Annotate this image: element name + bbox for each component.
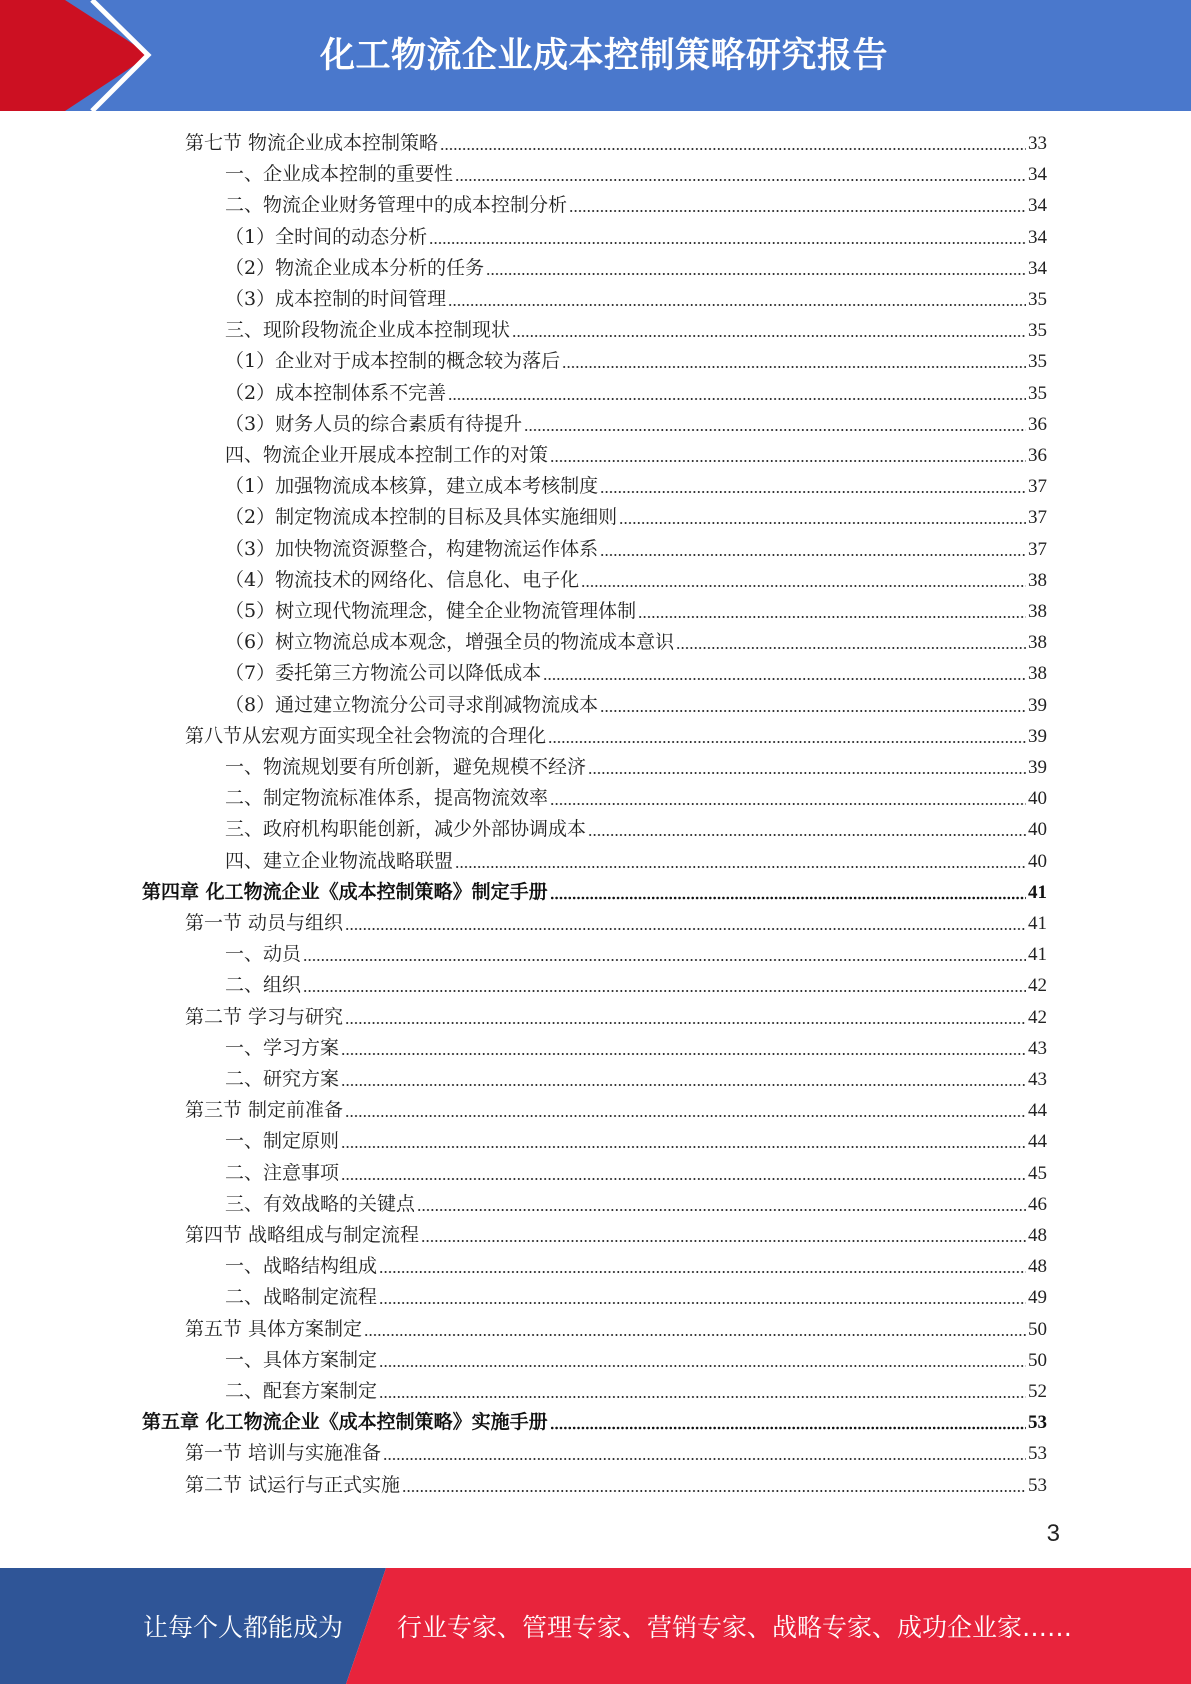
toc-dot-leader [455, 178, 1026, 182]
toc-entry[interactable] [225, 346, 1047, 377]
toc-entry-label: （6）树立物流总成本观念，增强全员的物流成本意识 [225, 631, 675, 653]
toc-entry-page: 35 [1028, 351, 1047, 372]
toc-dot-leader [383, 1457, 1026, 1461]
toc-entry[interactable] [225, 1064, 1047, 1095]
toc-dot-leader [421, 1239, 1026, 1243]
toc-entry[interactable] [225, 783, 1047, 814]
toc-entry-label: 二、制定物流标准体系，提高物流效率 [225, 787, 549, 809]
toc-entry-label: 三、现阶段物流企业成本控制现状 [225, 319, 511, 341]
toc-entry-label: 一、动员 [225, 943, 302, 965]
toc-dot-leader [303, 958, 1026, 962]
toc-dot-leader [345, 1114, 1026, 1118]
toc-entry[interactable] [225, 1251, 1047, 1282]
toc-entry-label: （8）通过建立物流分公司寻求削减物流成本 [225, 694, 599, 716]
toc-entry[interactable] [185, 721, 1047, 752]
toc-entry-page: 53 [1028, 1412, 1047, 1433]
toc-dot-leader [379, 1301, 1026, 1305]
toc-entry[interactable] [225, 315, 1047, 346]
toc-entry-label: 一、制定原则 [225, 1130, 340, 1152]
toc-entry[interactable] [225, 658, 1047, 689]
toc-entry[interactable] [225, 253, 1047, 284]
toc-entry-page: 52 [1028, 1381, 1047, 1402]
toc-entry-label: 第五节 具体方案制定 [185, 1318, 363, 1340]
toc-dot-leader [588, 833, 1026, 837]
toc-entry-label: 第二节 学习与研究 [185, 1006, 344, 1028]
toc-dot-leader [345, 1021, 1026, 1025]
toc-entry[interactable] [225, 378, 1047, 409]
toc-entry-page: 53 [1028, 1443, 1047, 1464]
toc-entry[interactable] [225, 970, 1047, 1001]
toc-entry-label: 第八节从宏观方面实现全社会物流的合理化 [185, 725, 547, 747]
toc-entry[interactable] [225, 1158, 1047, 1189]
toc-entry-label: （2）成本控制体系不完善 [225, 382, 447, 404]
report-title: 化工物流企业成本控制策略研究报告 [320, 36, 889, 76]
toc-entry-page: 43 [1028, 1038, 1047, 1059]
toc-dot-leader [364, 1333, 1026, 1337]
toc-entry-page: 40 [1028, 851, 1047, 872]
toc-entry-label: 四、物流企业开展成本控制工作的对策 [225, 444, 549, 466]
toc-entry[interactable] [225, 1345, 1047, 1376]
toc-entry-page: 33 [1028, 133, 1047, 154]
toc-entry-label: 二、物流企业财务管理中的成本控制分析 [225, 194, 568, 216]
toc-entry-page: 46 [1028, 1194, 1047, 1215]
toc-entry-page: 48 [1028, 1256, 1047, 1277]
toc-entry-page: 34 [1028, 258, 1047, 279]
toc-entry-label: 四、建立企业物流战略联盟 [225, 850, 454, 872]
toc-entry-page: 45 [1028, 1163, 1047, 1184]
footer-slogan-left: 让每个人都能成为 [143, 1613, 344, 1642]
toc-entry[interactable] [225, 159, 1047, 190]
toc-entry-label: 第三节 制定前准备 [185, 1099, 344, 1121]
toc-entry-page: 37 [1028, 476, 1047, 497]
toc-entry-page: 34 [1028, 164, 1047, 185]
toc-dot-leader [569, 209, 1026, 213]
toc-entry-label: 第四节 战略组成与制定流程 [185, 1224, 420, 1246]
toc-entry-label: （5）树立现代物流理念，健全企业物流管理体制 [225, 600, 637, 622]
page-number: 3 [1046, 1520, 1060, 1547]
toc-entry-page: 37 [1028, 507, 1047, 528]
toc-entry-label: 第一节 培训与实施准备 [185, 1442, 382, 1464]
toc-entry[interactable] [225, 534, 1047, 565]
toc-entry-label: 一、企业成本控制的重要性 [225, 163, 454, 185]
toc-dot-leader [379, 1364, 1026, 1368]
toc-entry-label: （4）物流技术的网络化、信息化、电子化 [225, 569, 580, 591]
toc-entry-page: 37 [1028, 539, 1047, 560]
toc-entry-label: 一、具体方案制定 [225, 1349, 378, 1371]
toc-entry-page: 50 [1028, 1350, 1047, 1371]
toc-entry[interactable] [225, 502, 1047, 533]
toc-entry-page: 35 [1028, 289, 1047, 310]
toc-dot-leader [581, 584, 1026, 588]
toc-entry-label: （1）全时间的动态分析 [225, 226, 428, 248]
toc-entry-page: 39 [1028, 695, 1047, 716]
toc-entry-page: 34 [1028, 227, 1047, 248]
toc-entry[interactable] [225, 222, 1047, 253]
toc-entry-page: 36 [1028, 445, 1047, 466]
toc-entry-label: （2）制定物流成本控制的目标及具体实施细则 [225, 506, 618, 528]
toc-entry[interactable] [185, 1314, 1047, 1345]
toc-entry-page: 44 [1028, 1100, 1047, 1121]
toc-dot-leader [600, 709, 1026, 713]
toc-dot-leader [619, 521, 1026, 525]
toc-entry-page: 42 [1028, 975, 1047, 996]
toc-entry-page: 36 [1028, 414, 1047, 435]
toc-entry[interactable] [225, 440, 1047, 471]
toc-entry-label: 第七节 物流企业成本控制策略 [185, 132, 439, 154]
toc-dot-leader [524, 428, 1026, 432]
toc-dot-leader [588, 771, 1026, 775]
toc-entry-label: 第二节 试运行与正式实施 [185, 1474, 401, 1496]
toc-entry[interactable] [225, 814, 1047, 845]
toc-dot-leader [550, 802, 1026, 806]
toc-entry-label: （1）企业对于成本控制的概念较为落后 [225, 350, 561, 372]
toc-entry-page: 38 [1028, 601, 1047, 622]
toc-dot-leader [550, 896, 1026, 900]
page-footer [0, 1568, 1191, 1684]
toc-entry[interactable] [225, 596, 1047, 627]
toc-entry-page: 42 [1028, 1007, 1047, 1028]
toc-entry-label: 二、组织 [225, 974, 302, 996]
toc-entry-label: 第四章 化工物流企业《成本控制策略》制定手册 [142, 881, 548, 903]
toc-entry-label: 第一节 动员与组织 [185, 912, 344, 934]
toc-dot-leader [543, 677, 1026, 681]
toc-entry-label: 二、战略制定流程 [225, 1286, 378, 1308]
toc-entry[interactable] [225, 471, 1047, 502]
toc-entry-page: 41 [1028, 944, 1047, 965]
toc-entry-label: （3）财务人员的综合素质有待提升 [225, 413, 523, 435]
toc-entry-label: 一、战略结构组成 [225, 1255, 378, 1277]
toc-entry[interactable] [225, 752, 1047, 783]
toc-entry-page: 48 [1028, 1225, 1047, 1246]
toc-entry[interactable] [185, 1095, 1047, 1126]
toc-dot-leader [345, 927, 1026, 931]
toc-entry-page: 38 [1028, 663, 1047, 684]
toc-entry-page: 38 [1028, 632, 1047, 653]
toc-entry-label: （1）加强物流成本核算，建立成本考核制度 [225, 475, 599, 497]
toc-dot-leader [429, 241, 1026, 245]
toc-entry-label: 二、配套方案制定 [225, 1380, 378, 1402]
toc-entry-label: 第五章 化工物流企业《成本控制策略》实施手册 [142, 1411, 548, 1433]
toc-dot-leader [486, 272, 1026, 276]
toc-dot-leader [448, 397, 1026, 401]
toc-dot-leader [562, 365, 1026, 369]
toc-entry-page: 53 [1028, 1475, 1047, 1496]
toc-entry-label: （7）委托第三方物流公司以降低成本 [225, 662, 542, 684]
toc-entry[interactable] [185, 128, 1047, 159]
toc-dot-leader [341, 1177, 1026, 1181]
toc-entry[interactable] [225, 284, 1047, 315]
toc-dot-leader [341, 1083, 1026, 1087]
toc-entry[interactable] [185, 1220, 1047, 1251]
toc-entry[interactable] [225, 846, 1047, 877]
toc-dot-leader [548, 740, 1026, 744]
toc-dot-leader [638, 615, 1026, 619]
toc-entry[interactable] [225, 627, 1047, 658]
toc-dot-leader [379, 1395, 1026, 1399]
toc-entry[interactable] [142, 877, 1047, 908]
toc-entry[interactable] [225, 939, 1047, 970]
toc-entry-label: （2）物流企业成本分析的任务 [225, 257, 485, 279]
toc-entry[interactable] [225, 1033, 1047, 1064]
toc-entry-label: 三、政府机构职能创新，减少外部协调成本 [225, 818, 587, 840]
toc-entry-page: 41 [1028, 882, 1047, 903]
toc-entry[interactable] [225, 1189, 1047, 1220]
toc-entry-page: 34 [1028, 195, 1047, 216]
toc-entry[interactable] [225, 409, 1047, 440]
toc-entry-label: 二、注意事项 [225, 1162, 340, 1184]
toc-dot-leader [341, 1052, 1026, 1056]
toc-entry[interactable] [225, 690, 1047, 721]
toc-dot-leader [550, 1426, 1026, 1430]
toc-entry[interactable] [185, 1470, 1047, 1501]
toc-dot-leader [402, 1489, 1026, 1493]
toc-entry[interactable] [225, 190, 1047, 221]
toc-dot-leader [440, 147, 1026, 151]
toc-dot-leader [379, 1270, 1026, 1274]
toc-entry-page: 44 [1028, 1131, 1047, 1152]
toc-entry[interactable] [185, 908, 1047, 939]
toc-entry[interactable] [225, 1282, 1047, 1313]
toc-dot-leader [600, 490, 1026, 494]
toc-entry-page: 40 [1028, 788, 1047, 809]
toc-entry[interactable] [185, 1438, 1047, 1469]
toc-dot-leader [448, 303, 1026, 307]
toc-entry[interactable] [185, 1002, 1047, 1033]
toc-entry[interactable] [142, 1407, 1047, 1438]
toc-dot-leader [676, 646, 1026, 650]
toc-entry-page: 43 [1028, 1069, 1047, 1090]
toc-entry[interactable] [225, 565, 1047, 596]
toc-dot-leader [512, 334, 1026, 338]
toc-entry-page: 39 [1028, 726, 1047, 747]
toc-entry-page: 40 [1028, 819, 1047, 840]
footer-slogan-right: 行业专家、管理专家、营销专家、战略专家、成功企业家…… [397, 1613, 1073, 1642]
toc-entry[interactable] [225, 1126, 1047, 1157]
toc-entry-page: 35 [1028, 320, 1047, 341]
toc-entry-page: 38 [1028, 570, 1047, 591]
toc-entry-label: （3）加快物流资源整合，构建物流运作体系 [225, 538, 599, 560]
toc-entry-label: 一、物流规划要有所创新，避免规模不经济 [225, 756, 587, 778]
toc-entry-page: 35 [1028, 383, 1047, 404]
toc-dot-leader [341, 1145, 1026, 1149]
toc-entry-page: 50 [1028, 1319, 1047, 1340]
toc-entry-label: 三、有效战略的关键点 [225, 1193, 416, 1215]
toc-entry-page: 41 [1028, 913, 1047, 934]
toc-entry-page: 39 [1028, 757, 1047, 778]
toc-dot-leader [600, 553, 1026, 557]
toc-dot-leader [303, 989, 1026, 993]
toc-entry[interactable] [225, 1376, 1047, 1407]
page-header [0, 0, 1191, 111]
toc-entry-page: 49 [1028, 1287, 1047, 1308]
toc-dot-leader [455, 865, 1026, 869]
toc-entry-label: 一、学习方案 [225, 1037, 340, 1059]
header-chevron-decoration [0, 0, 160, 111]
toc-dot-leader [550, 459, 1026, 463]
toc-dot-leader [417, 1208, 1026, 1212]
toc-entry-label: 二、研究方案 [225, 1068, 340, 1090]
toc-entry-label: （3）成本控制的时间管理 [225, 288, 447, 310]
